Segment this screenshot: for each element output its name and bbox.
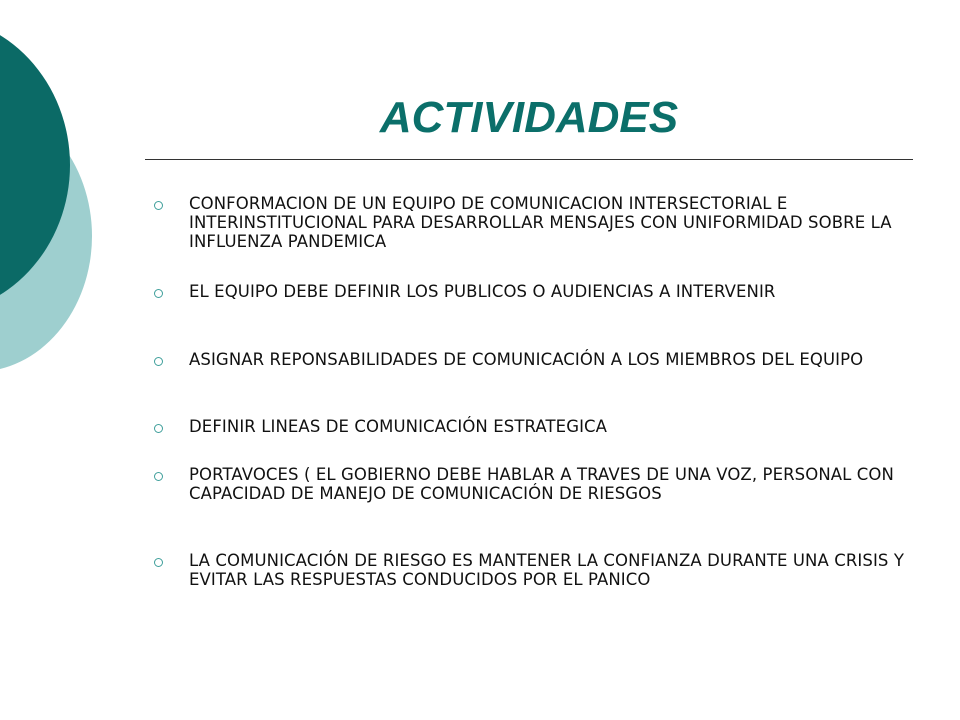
title-divider <box>145 159 913 160</box>
list-item-text: CONFORMACION DE UN EQUIPO DE COMUNICACION INTERSECTORIAL E INTERINSTITUCIONAL PARA DESARROLLAR MENSAJES CON UNIFORMIDAD SOBRE LA INFLUENZA PANDEMICA <box>189 194 892 251</box>
hollow-circle-bullet-icon <box>154 558 163 567</box>
hollow-circle-bullet-icon <box>154 472 163 481</box>
list-item-text: EL EQUIPO DEBE DEFINIR LOS PUBLICOS O AUDIENCIAS A INTERVENIR <box>189 282 776 301</box>
hollow-circle-bullet-icon <box>154 201 163 210</box>
list-item <box>150 282 910 301</box>
hollow-circle-bullet-icon <box>154 289 163 298</box>
list-item-text: LA COMUNICACIÓN DE RIESGO ES MANTENER LA CONFIANZA DURANTE UNA CRISIS Y EVITAR LAS RESPUESTAS CONDUCIDOS POR EL PANICO <box>189 551 905 589</box>
hollow-circle-bullet-icon <box>154 357 163 366</box>
list-item <box>150 194 910 251</box>
list-item <box>150 350 910 369</box>
list-item <box>150 465 910 503</box>
list-item <box>150 551 910 589</box>
list-item-text: PORTAVOCES ( EL GOBIERNO DEBE HABLAR A TRAVES DE UNA VOZ, PERSONAL CON CAPACIDAD DE MANEJO DE COMUNICACIÓN DE RIESGOS <box>189 465 894 503</box>
list-item <box>150 417 910 436</box>
list-item-text: ASIGNAR REPONSABILIDADES DE COMUNICACIÓN A LOS MIEMBROS DEL EQUIPO <box>189 350 864 369</box>
hollow-circle-bullet-icon <box>154 424 163 433</box>
list-item-text: DEFINIR LINEAS DE COMUNICACIÓN ESTRATEGICA <box>189 417 608 436</box>
slide-title: ACTIVIDADES <box>379 93 679 142</box>
